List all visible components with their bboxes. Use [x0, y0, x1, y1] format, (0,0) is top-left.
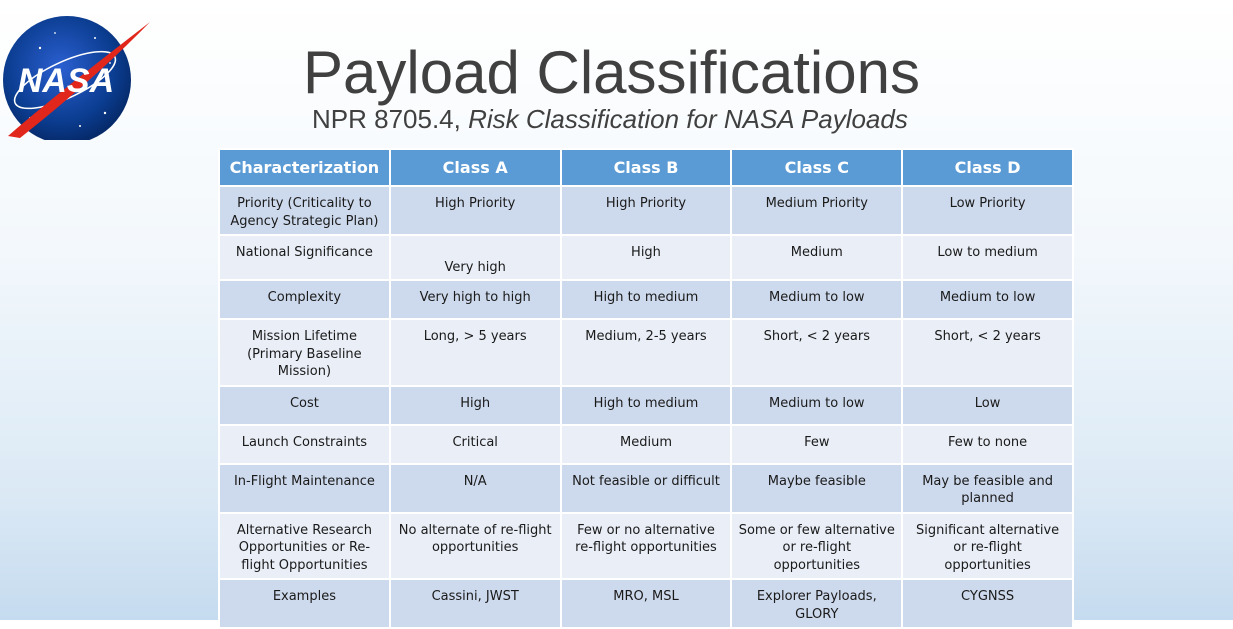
table-cell: Critical: [390, 425, 561, 464]
table-cell: MRO, MSL: [561, 579, 732, 628]
table-cell: Very high to high: [390, 280, 561, 319]
table-cell: Some or few alternative or re-flight opportunities: [731, 513, 902, 580]
table-cell: Medium to low: [731, 386, 902, 425]
page-title: [0, 38, 1233, 108]
row-label: Examples: [219, 579, 390, 628]
row-label: Cost: [219, 386, 390, 425]
subtitle-document-title: Risk Classification for NASA Payloads: [468, 104, 908, 134]
table-row: [219, 425, 1073, 464]
row-label: In-Flight Maintenance: [219, 464, 390, 513]
nasa-logo-text: NASA: [17, 62, 115, 100]
table-row: [219, 280, 1073, 319]
table-cell: Low Priority: [902, 186, 1073, 235]
header-class-d: Class D: [902, 149, 1073, 186]
table-row: [219, 186, 1073, 235]
table-cell: High to medium: [561, 280, 732, 319]
table-row: [219, 235, 1073, 280]
table-cell: Medium to low: [731, 280, 902, 319]
header-class-c: Class C: [731, 149, 902, 186]
table-row: [219, 464, 1073, 513]
table-cell: Medium: [731, 235, 902, 280]
table-cell: Medium Priority: [731, 186, 902, 235]
table-cell: May be feasible and planned: [902, 464, 1073, 513]
table-cell: High: [561, 235, 732, 280]
table-cell: Not feasible or difficult: [561, 464, 732, 513]
table-cell: Significant alternative or re-flight opportunities: [902, 513, 1073, 580]
table-cell: Medium: [561, 425, 732, 464]
table-cell: Medium to low: [902, 280, 1073, 319]
header-class-a: Class A: [390, 149, 561, 186]
table-cell: High Priority: [561, 186, 732, 235]
table-row: [219, 513, 1073, 580]
header-class-b: Class B: [561, 149, 732, 186]
table-cell: Few or no alternative re-flight opportunities: [561, 513, 732, 580]
table-cell: No alternate of re-flight opportunities: [390, 513, 561, 580]
row-label: Launch Constraints: [219, 425, 390, 464]
page-title-text: Payload Classifications: [303, 39, 920, 106]
table-cell: High Priority: [390, 186, 561, 235]
row-label: Mission Lifetime (Primary Baseline Mission): [219, 319, 390, 386]
table-row: [219, 319, 1073, 386]
table-cell: Long, > 5 years: [390, 319, 561, 386]
classification-table: [218, 148, 1074, 629]
table-cell: Maybe feasible: [731, 464, 902, 513]
page-subtitle: [312, 104, 908, 134]
table-cell: Few to none: [902, 425, 1073, 464]
table-cell: Short, < 2 years: [902, 319, 1073, 386]
table-cell: CYGNSS: [902, 579, 1073, 628]
row-label: Priority (Criticality to Agency Strategic Plan): [219, 186, 390, 235]
row-label: Complexity: [219, 280, 390, 319]
table-cell: Explorer Payloads, GLORY: [731, 579, 902, 628]
header-characterization: Characterization: [219, 149, 390, 186]
table-cell: N/A: [390, 464, 561, 513]
table-cell: High to medium: [561, 386, 732, 425]
table-cell: Few: [731, 425, 902, 464]
table-cell: Low to medium: [902, 235, 1073, 280]
row-label: Alternative Research Opportunities or Re-flight Opportunities: [219, 513, 390, 580]
subtitle-reference: NPR 8705.4,: [312, 104, 469, 134]
table-cell: Low: [902, 386, 1073, 425]
table-row: [219, 579, 1073, 628]
row-label: National Significance: [219, 235, 390, 280]
table-header-row: [219, 149, 1073, 186]
table-cell: Cassini, JWST: [390, 579, 561, 628]
table-cell: Very high: [390, 235, 561, 280]
table-cell: Short, < 2 years: [731, 319, 902, 386]
table-row: [219, 386, 1073, 425]
table-cell: High: [390, 386, 561, 425]
table-cell: Medium, 2-5 years: [561, 319, 732, 386]
